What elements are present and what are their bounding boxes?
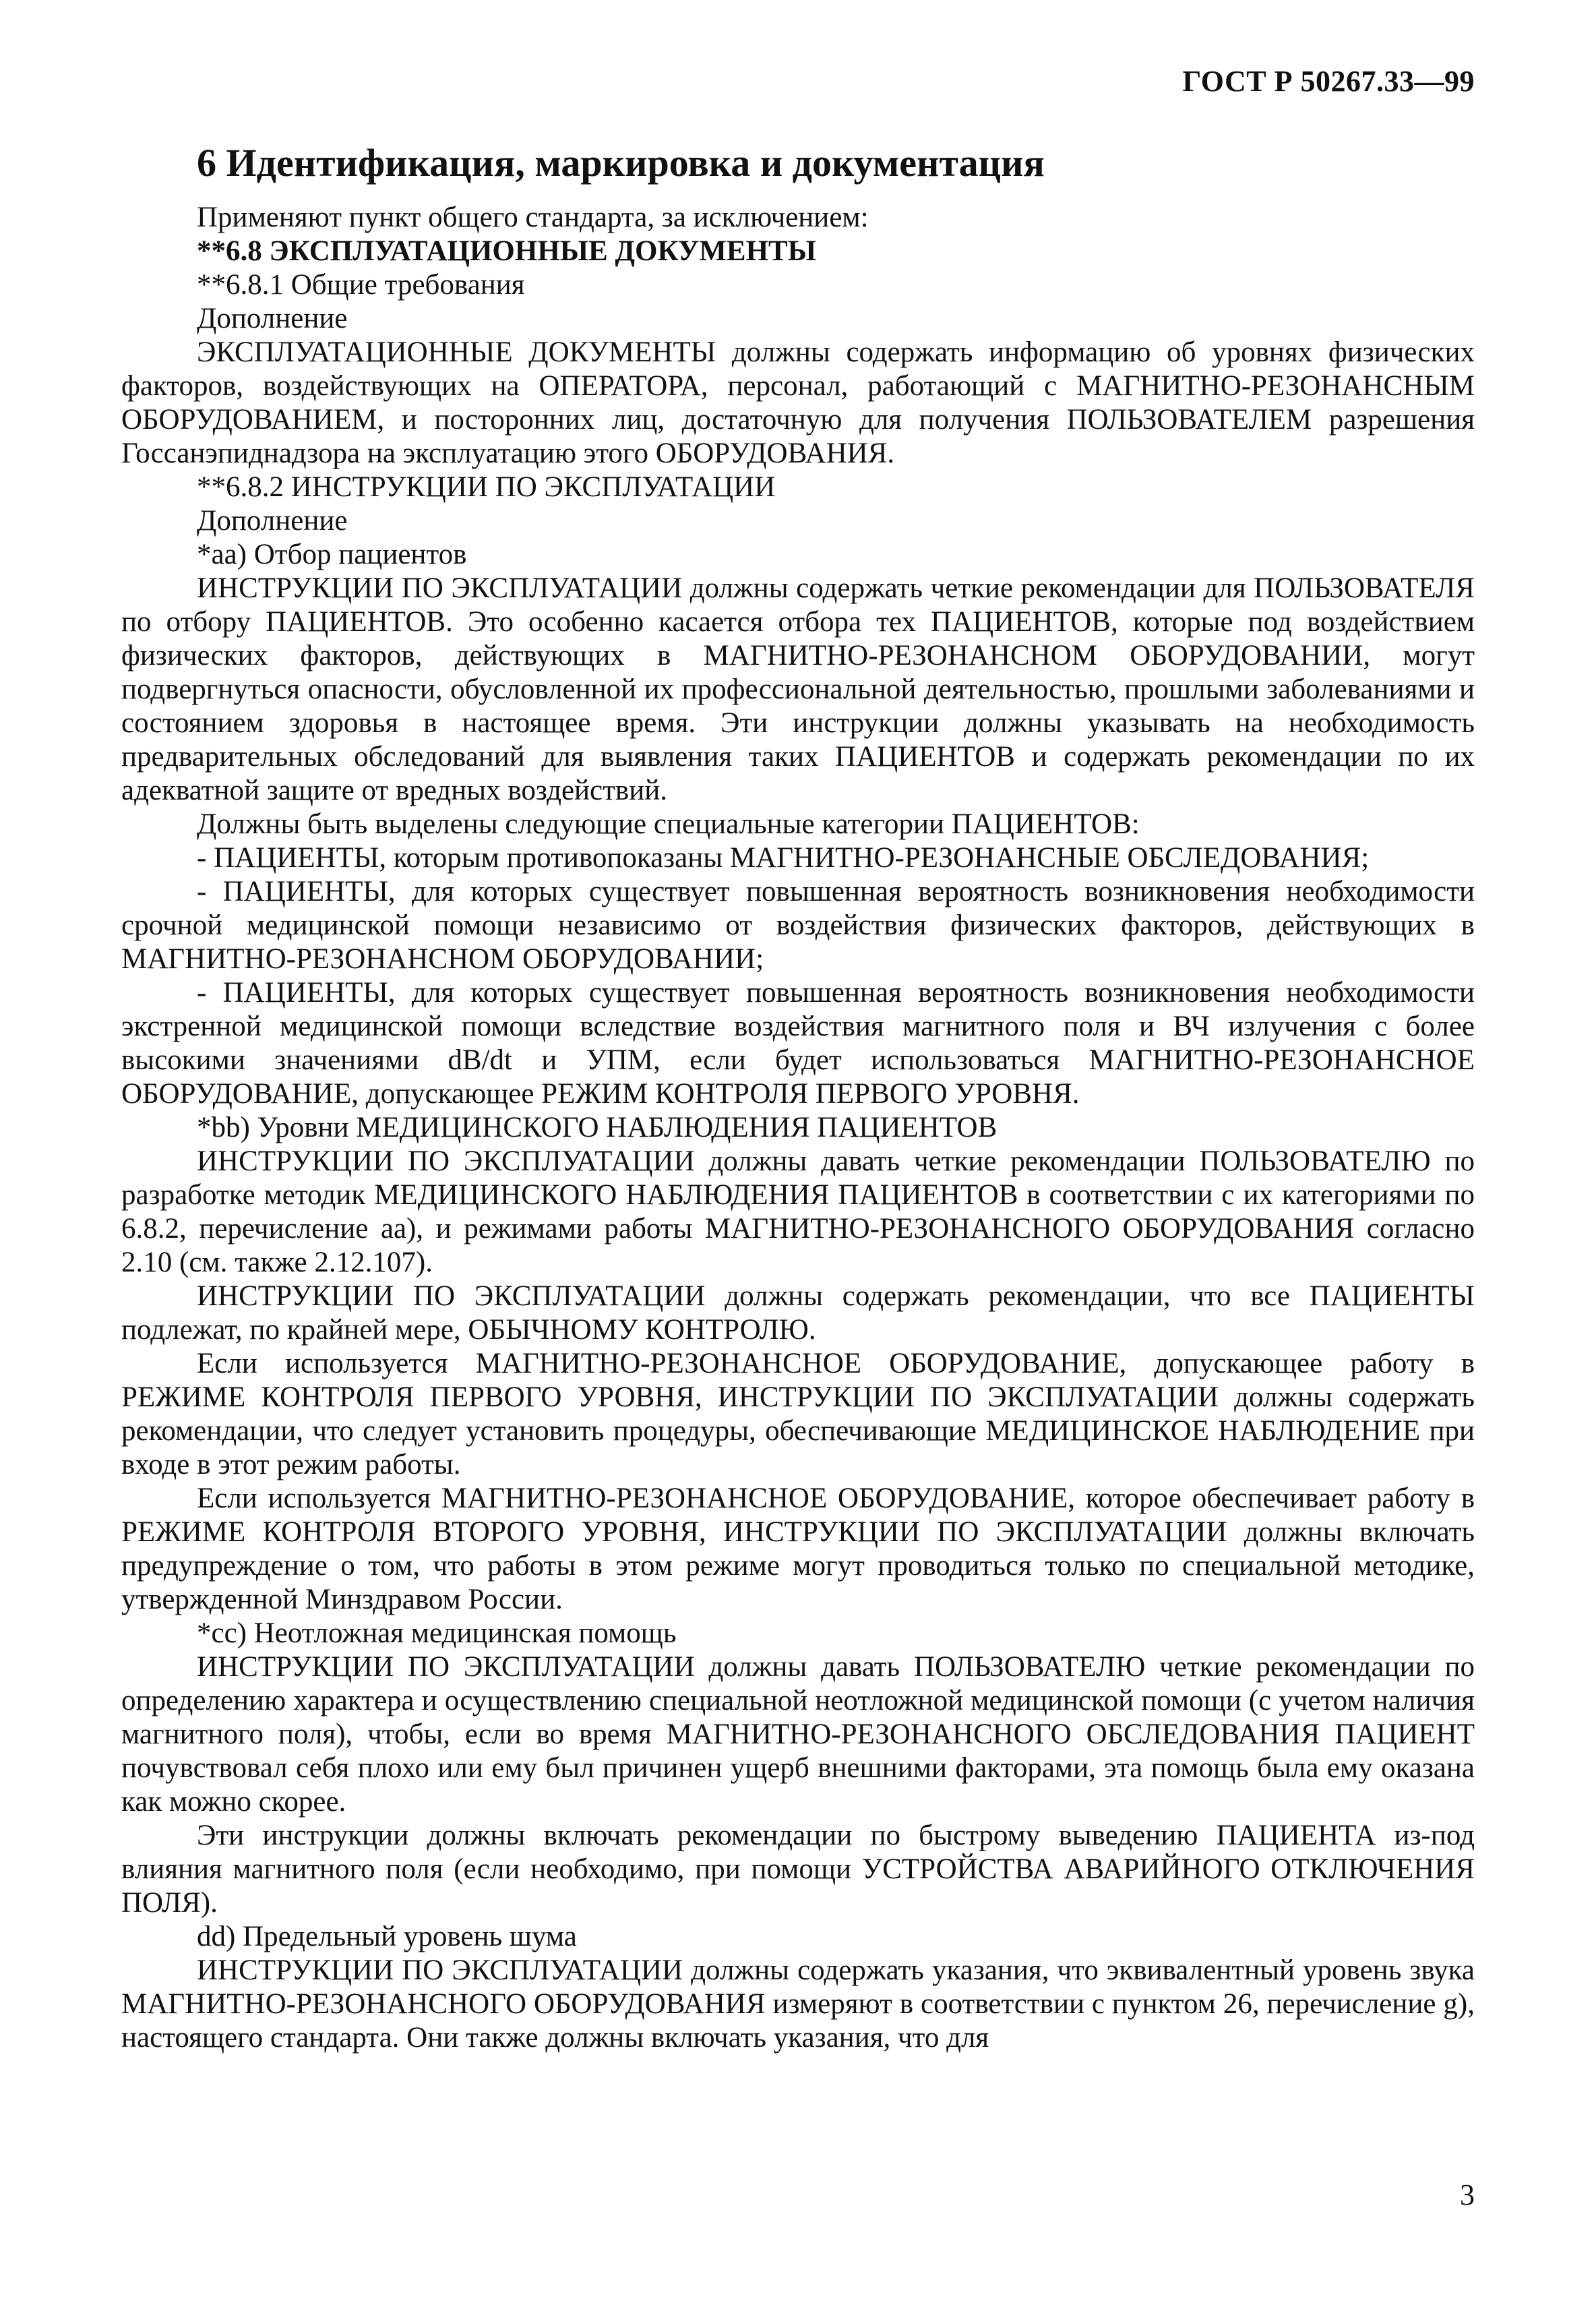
item-heading: *cc) Неотложная медицинская помощь	[197, 1617, 677, 1649]
list-item: - ПАЦИЕНТЫ, для которых существует повышенная вероятность возникновения необходимости срочной медицинской помощи независимо от воздействия физических факторов, действующих в МАГНИТНО-РЕЗОНАНСНОМ ОБОРУДОВАНИИ;	[121, 875, 1475, 975]
item-heading: *aa) Отбор пациентов	[197, 538, 467, 570]
page-number: 3	[1460, 2178, 1475, 2211]
item-heading: *bb) Уровни МЕДИЦИНСКОГО НАБЛЮДЕНИЯ ПАЦИЕНТОВ	[197, 1111, 998, 1143]
addition-label: Дополнение	[197, 302, 348, 334]
paragraph: ИНСТРУКЦИИ ПО ЭКСПЛУАТАЦИИ должны содержать рекомендации, что все ПАЦИЕНТЫ подлежат, по крайней мере, ОБЫЧНОМУ КОНТРОЛЮ.	[121, 1280, 1475, 1346]
list-item: - ПАЦИЕНТЫ, которым противопоказаны МАГНИТНО-РЕЗОНАНСНЫЕ ОБСЛЕДОВАНИЯ;	[197, 841, 1370, 874]
clause-heading: **6.8 ЭКСПЛУАТАЦИОННЫЕ ДОКУМЕНТЫ	[197, 235, 816, 267]
section-title: 6 Идентификация, маркировка и документация	[197, 141, 1045, 185]
paragraph: ИНСТРУКЦИИ ПО ЭКСПЛУАТАЦИИ должны давать ПОЛЬЗОВАТЕЛЮ четкие рекомендации по определению характера и осуществлению специальной неотложной медицинской помощи (с учетом наличия магнитного поля), чтобы, если во время МАГНИТНО-РЕЗОНАНСНОГО ОБСЛЕДОВАНИЯ ПАЦИЕНТ почувствовал себя плохо или ему был причинен ущерб внешними факторами, эта помощь была ему оказана как можно скорее.	[121, 1650, 1475, 1818]
subclause-heading: **6.8.1 Общие требования	[197, 268, 525, 301]
standard-code: ГОСТ Р 50267.33—99	[1182, 65, 1475, 98]
paragraph: Если используется МАГНИТНО-РЕЗОНАНСНОЕ ОБОРУДОВАНИЕ, которое обеспечивает работу в РЕЖИМЕ КОНТРОЛЯ ВТОРОГО УРОВНЯ, ИНСТРУКЦИИ ПО ЭКСПЛУАТАЦИИ должны включать предупреждение о том, что работы в этом режиме могут проводиться только по специальной методике, утвержденной Минздравом России.	[121, 1482, 1475, 1615]
item-heading: dd) Предельный уровень шума	[197, 1920, 577, 1952]
paragraph: ИНСТРУКЦИИ ПО ЭКСПЛУАТАЦИИ должны содержать указания, что эквивалентный уровень звука МАГНИТНО-РЕЗОНАНСНОГО ОБОРУДОВАНИЯ измеряют в соответствии с пунктом 26, перечисление g), настоящего стандарта. Они также должны включать указания, что для	[121, 1954, 1475, 2054]
list-item: - ПАЦИЕНТЫ, для которых существует повышенная вероятность возникновения необходимости экстренной медицинской помощи вследствие воздействия магнитного поля и ВЧ излучения с более высокими значениями dB/dt и УПМ, если будет использоваться МАГНИТНО-РЕЗОНАНСНОЕ ОБОРУДОВАНИЕ, допускающее РЕЖИМ КОНТРОЛЯ ПЕРВОГО УРОВНЯ.	[121, 976, 1475, 1110]
paragraph: ИНСТРУКЦИИ ПО ЭКСПЛУАТАЦИИ должны давать четкие рекомендации ПОЛЬЗОВАТЕЛЮ по разработке методик МЕДИЦИНСКОГО НАБЛЮДЕНИЯ ПАЦИЕНТОВ в соответствии с их категориями по 6.8.2, перечисление аа), и режимами работы МАГНИТНО-РЕЗОНАНСНОГО ОБОРУДОВАНИЯ согласно 2.10 (см. также 2.12.107).	[121, 1145, 1475, 1278]
document-body	[121, 142, 1475, 2055]
paragraph: ЭКСПЛУАТАЦИОННЫЕ ДОКУМЕНТЫ должны содержать информацию об уровнях физических факторов, воздействующих на ОПЕРАТОРА, персонал, работающий с МАГНИТНО-РЕЗОНАНСНЫМ ОБОРУДОВАНИЕМ, и посторонних лиц, достаточную для получения ПОЛЬЗОВАТЕЛЕМ разрешения Госсанэпиднадзора на эксплуатацию этого ОБОРУДОВАНИЯ.	[121, 336, 1475, 469]
paragraph: ИНСТРУКЦИИ ПО ЭКСПЛУАТАЦИИ должны содержать четкие рекомендации для ПОЛЬЗОВАТЕЛЯ по отбору ПАЦИЕНТОВ. Это особенно касается отбора тех ПАЦИЕНТОВ, которые под воздействием физических факторов, действующих в МАГНИТНО-РЕЗОНАНСНОМ ОБОРУДОВАНИИ, могут подвергнуться опасности, обусловленной их профессиональной деятельностью, прошлыми заболеваниями и состоянием здоровья в настоящее время. Эти инструкции должны указывать на необходимость предварительных обследований для выявления таких ПАЦИЕНТОВ и содержать рекомендации по их адекватной защите от вредных воздействий.	[121, 572, 1475, 806]
paragraph: Эти инструкции должны включать рекомендации по быстрому выведению ПАЦИЕНТА из-под влияния магнитного поля (если необходимо, при помощи УСТРОЙСТВА АВАРИЙНОГО ОТКЛЮЧЕНИЯ ПОЛЯ).	[121, 1819, 1475, 1919]
addition-label: Дополнение	[197, 504, 348, 537]
paragraph: Должны быть выделены следующие специальные категории ПАЦИЕНТОВ:	[197, 808, 1140, 840]
subclause-heading: **6.8.2 ИНСТРУКЦИИ ПО ЭКСПЛУАТАЦИИ	[197, 471, 776, 503]
paragraph: Если используется МАГНИТНО-РЕЗОНАНСНОЕ ОБОРУДОВАНИЕ, допускающее работу в РЕЖИМЕ КОНТРОЛЯ ПЕРВОГО УРОВНЯ, ИНСТРУКЦИИ ПО ЭКСПЛУАТАЦИИ должны содержать рекомендации, что следует установить процедуры, обеспечивающие МЕДИЦИНСКОЕ НАБЛЮДЕНИЕ при входе в этот режим работы.	[121, 1347, 1475, 1481]
paragraph-intro: Применяют пункт общего стандарта, за исключением:	[197, 201, 869, 233]
